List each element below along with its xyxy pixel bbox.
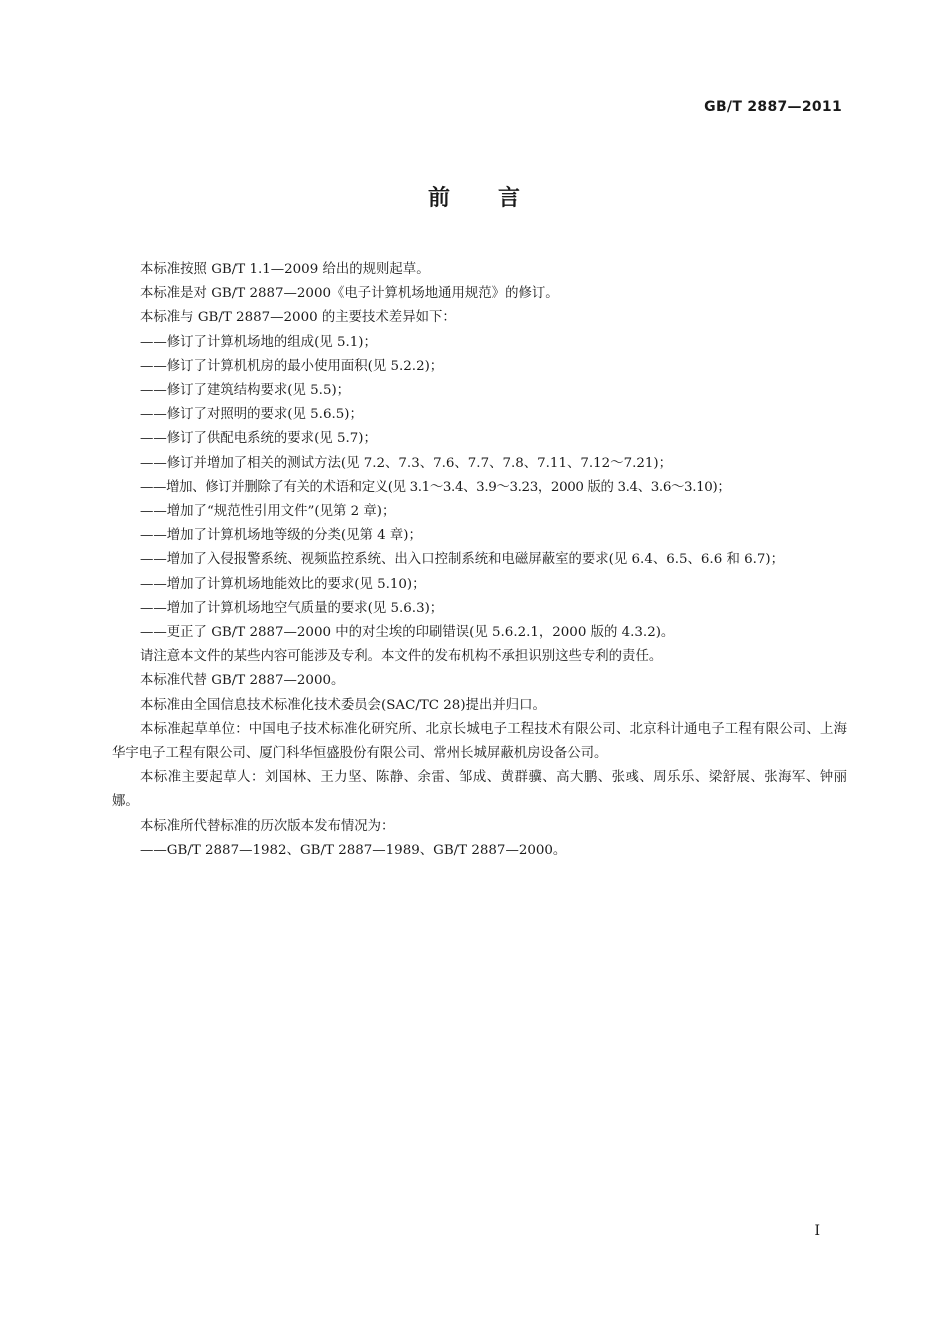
- paragraph-revision-of: 本标准是对 GB/T 2887—2000《电子计算机场地通用规范》的修订。: [140, 286, 559, 302]
- list-item: ——GB/T 2887—1982、GB/T 2887—1989、GB/T 2887—2000。: [140, 842, 567, 858]
- title-char-2: 言: [498, 186, 523, 211]
- paragraph-drafters: 本标准主要起草人：刘国林、王力坚、陈静、余雷、邹成、黄群骥、高大鹏、张彧、周乐乐、梁舒展、张海军、钟丽娜。: [112, 770, 847, 810]
- paragraph-history-intro: 本标准所代替标准的历次版本发布情况为：: [140, 818, 395, 834]
- paragraph-patent-notice: 请注意本文件的某些内容可能涉及专利。本文件的发布机构不承担识别这些专利的责任。: [140, 649, 663, 665]
- paragraph-drafting-rules: 本标准按照 GB/T 1.1—2009 给出的规则起草。: [140, 262, 430, 277]
- list-item: ——修订了计算机机房的最小使用面积(见 5.2.2)；: [140, 358, 444, 374]
- list-item: ——增加、修订并删除了有关的术语和定义(见 3.1～3.4、3.9～3.23，2000 版的 3.4、3.6～3.10)；: [140, 479, 731, 495]
- list-item: ——修订了供配电系统的要求(见 5.7)；: [140, 431, 377, 447]
- list-item: ——增加了计算机场地空气质量的要求(见 5.6.3)；: [140, 600, 444, 616]
- list-item: ——修订并增加了相关的测试方法(见 7.2、7.3、7.6、7.7、7.8、7.11、7.12～7.21)；: [140, 455, 673, 471]
- paragraph-proposed-by: 本标准由全国信息技术标准化技术委员会(SAC/TC 28)提出并归口。: [140, 697, 546, 713]
- paragraph-drafting-units: 本标准起草单位：中国电子技术标准化研究所、北京长城电子工程技术有限公司、北京科计通电子工程有限公司、上海华宇电子工程有限公司、厦门科华恒盛股份有限公司、常州长城屏蔽机房设备公司。: [112, 721, 847, 762]
- list-item: ——增加了计算机场地能效比的要求(见 5.10)；: [140, 576, 426, 592]
- foreword-body: [112, 258, 847, 863]
- standard-number: GB/T 2887—2011: [704, 99, 842, 115]
- list-item: ——增加了入侵报警系统、视频监控系统、出入口控制系统和电磁屏蔽室的要求(见 6.4、6.5、6.6 和 6.7)；: [140, 552, 785, 568]
- page-title: [0, 181, 950, 212]
- title-char-1: 前: [427, 186, 452, 211]
- list-item: ——修订了建筑结构要求(见 5.5)；: [140, 383, 351, 399]
- paragraph-replaces: 本标准代替 GB/T 2887—2000。: [140, 673, 345, 689]
- list-item: ——修订了对照明的要求(见 5.6.5)；: [140, 407, 363, 423]
- list-item: ——更正了 GB/T 2887—2000 中的对尘埃的印刷错误(见 5.6.2.1，2000 版的 4.3.2)。: [140, 625, 675, 641]
- paragraph-differences-intro: 本标准与 GB/T 2887—2000 的主要技术差异如下：: [140, 310, 456, 326]
- list-item: ——增加了计算机场地等级的分类(见第 4 章)；: [140, 528, 422, 544]
- list-item: ——修订了计算机场地的组成(见 5.1)；: [140, 334, 377, 350]
- page-number: I: [814, 1223, 820, 1239]
- list-item: ——增加了“规范性引用文件”(见第 2 章)；: [140, 504, 396, 520]
